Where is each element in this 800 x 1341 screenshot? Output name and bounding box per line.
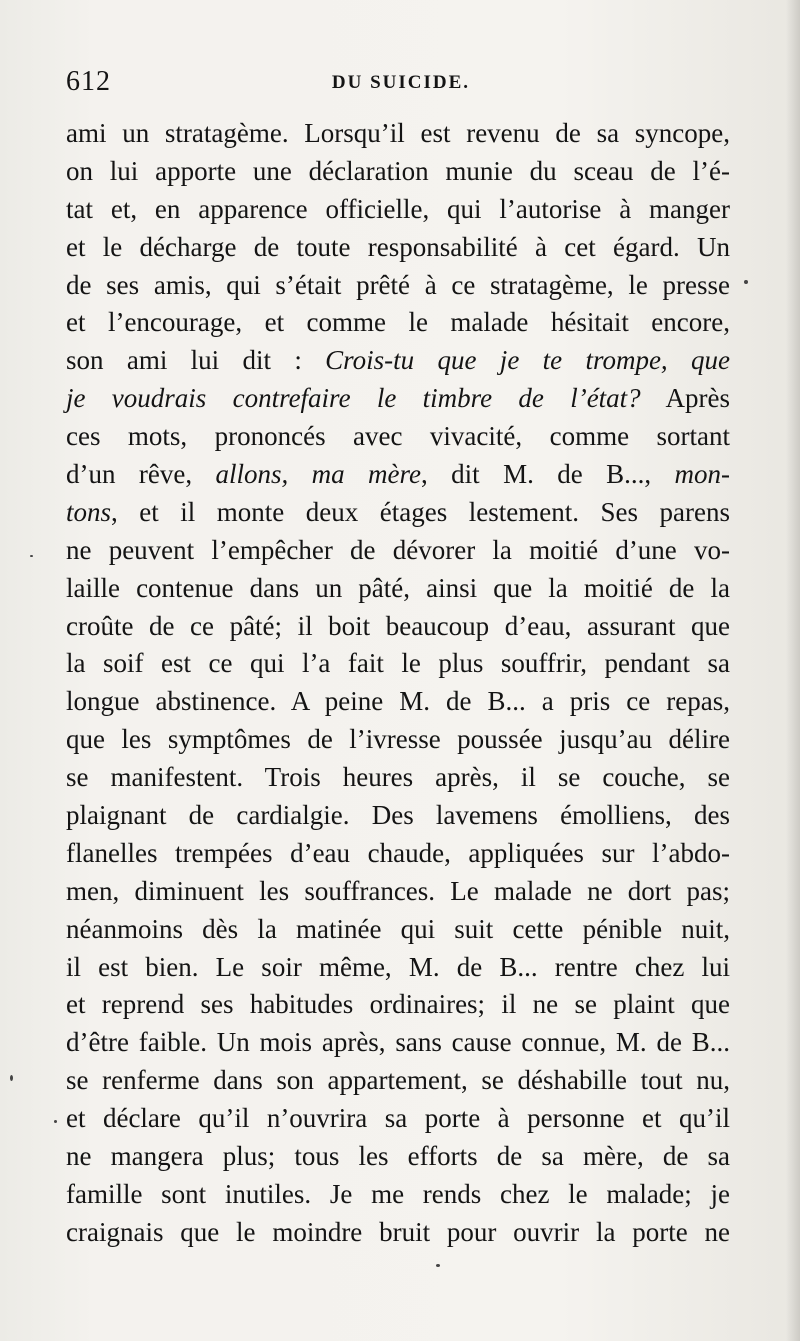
- italic-text-segment: mon-: [674, 459, 731, 490]
- text-line: [66, 759, 730, 797]
- text-segment: flanelles trempées d’eau chaude, appliquées sur l’abdo-: [66, 837, 730, 868]
- text-segment: croûte de ce pâté; il boit beaucoup d’eau, assurant que: [66, 610, 730, 641]
- text-segment: craignais que le moindre bruit pour ouvrir la porte ne: [66, 1216, 730, 1247]
- text-line: [66, 721, 730, 759]
- text-segment: on lui apporte une déclaration munie du sceau de l’é-: [66, 155, 730, 186]
- italic-text-segment: allons, ma mère: [215, 459, 422, 490]
- text-segment: ces mots, prononcés avec vivacité, comme sortant: [66, 421, 730, 452]
- text-line: [66, 1138, 730, 1176]
- text-line: [66, 797, 730, 835]
- text-line: [66, 494, 730, 532]
- page-edge-shadow: [786, 0, 800, 1341]
- page-number: 612: [66, 66, 111, 97]
- ink-speck: [744, 280, 748, 284]
- text-line: [66, 1062, 730, 1100]
- text-line: [66, 911, 730, 949]
- text-segment: et le décharge de toute responsabilité à cet égard. Un: [66, 231, 730, 262]
- text-line: [66, 570, 730, 608]
- ink-speck: [30, 555, 33, 557]
- text-line: [66, 191, 730, 229]
- ink-speck: [54, 1120, 57, 1123]
- text-line: [66, 835, 730, 873]
- text-segment: longue abstinence. A peine M. de B... a pris ce repas,: [66, 686, 730, 717]
- text-segment: et l’encourage, et comme le malade hésitait encore,: [66, 307, 730, 338]
- text-line: [66, 1214, 730, 1252]
- italic-text-segment: tons: [66, 496, 112, 527]
- italic-text-segment: je voudrais contrefaire le timbre de l’état?: [66, 383, 641, 414]
- text-segment: ne peuvent l’empêcher de dévorer la moitié d’une vo-: [66, 534, 730, 565]
- text-segment: men, diminuent les souffrances. Le malade ne dort pas;: [66, 875, 730, 906]
- page-header: [66, 66, 736, 106]
- ink-speck: [10, 1075, 13, 1081]
- text-line: [66, 608, 730, 646]
- text-segment: il est bien. Le soir même, M. de B... rentre chez lui: [66, 951, 730, 982]
- text-segment: , dit M. de B...,: [421, 459, 675, 490]
- text-line: [66, 645, 730, 683]
- text-segment: , et il monte deux étages lestement. Ses parens: [111, 496, 730, 527]
- ink-speck: [436, 1264, 440, 1267]
- text-segment: d’être faible. Un mois après, sans cause connue, M. de B...: [66, 1027, 730, 1058]
- text-segment: son ami lui dit :: [66, 345, 326, 376]
- text-line: [66, 949, 730, 987]
- text-line: [66, 380, 730, 418]
- text-segment: ami un stratagème. Lorsqu’il est revenu de sa syncope,: [66, 118, 730, 148]
- text-line: [66, 683, 730, 721]
- text-segment: et reprend ses habitudes ordinaires; il ne se plaint que: [66, 989, 730, 1020]
- body-text: [66, 115, 730, 1252]
- text-line: [66, 1176, 730, 1214]
- running-title: DU SUICIDE.: [331, 72, 471, 93]
- text-line: [66, 986, 730, 1024]
- text-segment: la soif est ce qui l’a fait le plus souffrir, pendant sa: [66, 648, 730, 679]
- text-line: [66, 873, 730, 911]
- text-line: [66, 153, 730, 191]
- text-line: [66, 456, 730, 494]
- text-segment: se manifestent. Trois heures après, il se couche, se: [66, 762, 730, 793]
- text-segment: de ses amis, qui s’était prêté à ce stratagème, le presse: [66, 269, 730, 300]
- text-segment: d’un rêve,: [66, 459, 216, 490]
- text-segment: famille sont inutiles. Je me rends chez le malade; je: [66, 1178, 730, 1209]
- text-segment: que les symptômes de l’ivresse poussée jusqu’au délire: [66, 724, 730, 755]
- text-segment: néanmoins dès la matinée qui suit cette pénible nuit,: [66, 913, 730, 944]
- text-line: [66, 304, 730, 342]
- text-line: [66, 267, 730, 305]
- text-line: [66, 1024, 730, 1062]
- text-line: [66, 115, 730, 153]
- text-segment: tat et, en apparence officielle, qui l’autorise à manger: [66, 193, 730, 224]
- text-line: [66, 418, 730, 456]
- text-line: [66, 1100, 730, 1138]
- text-segment: se renferme dans son appartement, se déshabille tout nu,: [66, 1065, 730, 1096]
- text-segment: plaignant de cardialgie. Des lavemens émolliens, des: [66, 800, 730, 831]
- text-line: [66, 532, 730, 570]
- text-segment: Après: [640, 383, 730, 414]
- text-segment: ne mangera plus; tous les efforts de sa mère, de sa: [66, 1141, 730, 1172]
- text-segment: laille contenue dans un pâté, ainsi que la moitié de la: [66, 572, 730, 603]
- text-line: [66, 229, 730, 267]
- italic-text-segment: Crois-tu que je te trompe, que: [325, 345, 730, 376]
- text-segment: et déclare qu’il n’ouvrira sa porte à personne et qu’il: [66, 1103, 730, 1134]
- text-line: [66, 342, 730, 380]
